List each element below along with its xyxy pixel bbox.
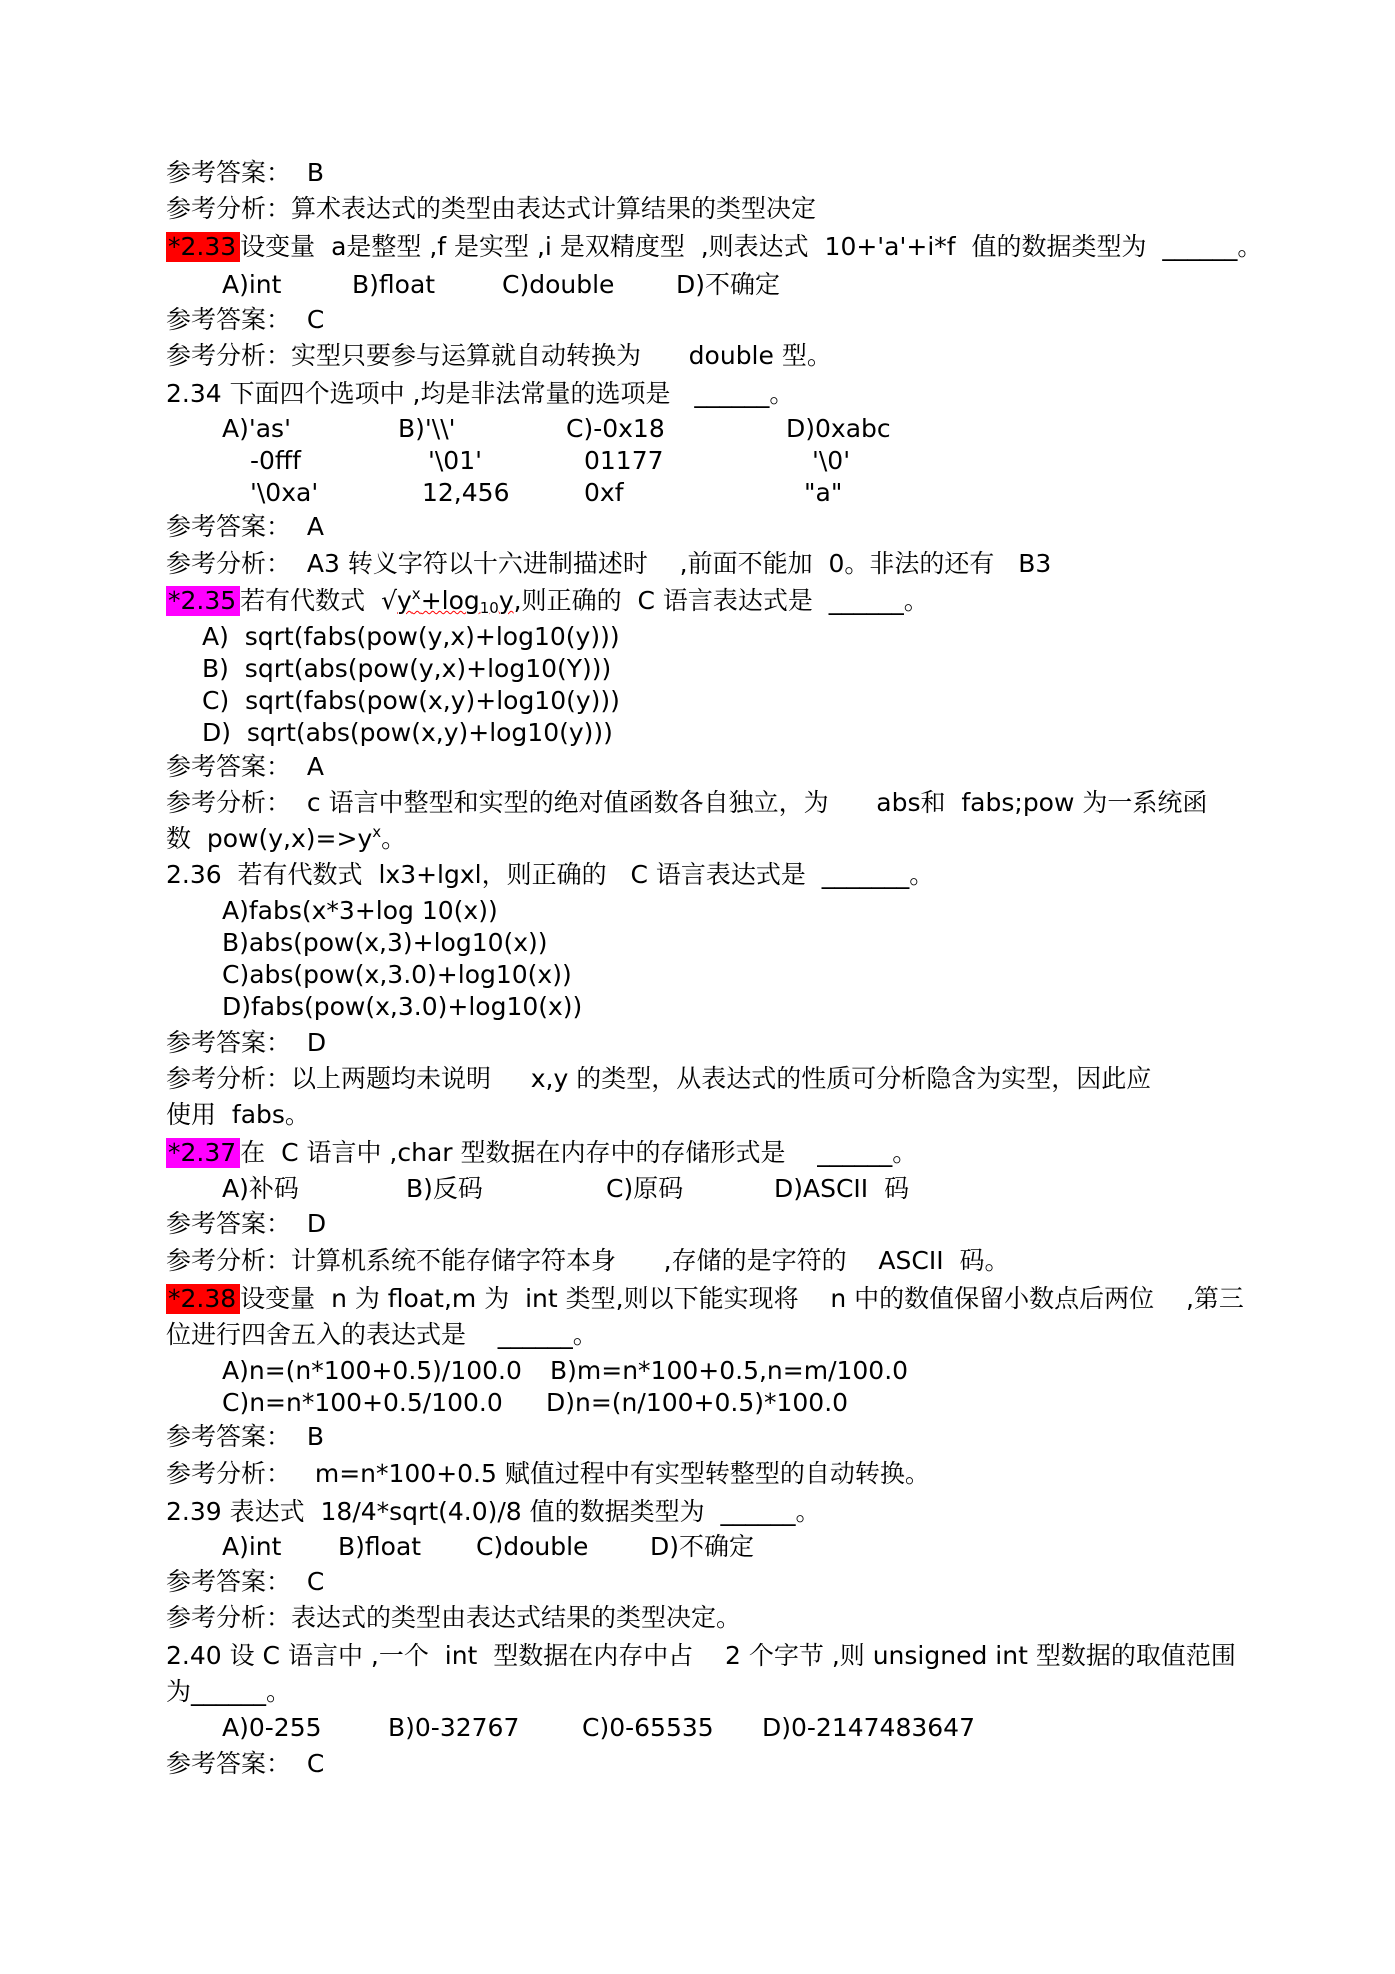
option-item: A)int <box>222 270 282 299</box>
option-item: D)ASCII 码 <box>774 1174 910 1203</box>
option-item: "a" <box>804 478 843 507</box>
line-text: 参考答案： C <box>166 1567 325 1596</box>
line-text: A) sqrt(fabs(pow(y,x)+log10(y))) <box>202 622 620 651</box>
option-item: C)-0x18 <box>566 414 665 443</box>
text-line <box>222 960 572 990</box>
text-line <box>166 1284 1244 1314</box>
formula-base: y <box>397 586 412 615</box>
line-text: 参考分析：以上两题均未说明 x,y 的类型，从表达式的性质可分析隐含为实型，因此应 <box>166 1064 1152 1093</box>
line-text: 参考分析：算术表达式的类型由表达式计算结果的类型决定 <box>166 194 817 223</box>
text-line <box>166 1209 326 1239</box>
text-line <box>166 1422 324 1452</box>
formula-log: +log <box>420 586 480 615</box>
text-line <box>166 1028 326 1058</box>
option-item: '\0' <box>812 446 851 475</box>
text-line <box>166 158 324 188</box>
text-line <box>166 586 929 616</box>
text-line <box>166 232 1262 262</box>
line-text: 参考分析： c 语言中整型和实型的绝对值函数各自独立，为 abs和 fabs;pow 为一系统函 <box>166 788 1208 817</box>
option-item: A)0-255 <box>222 1713 322 1742</box>
line-text: 参考分析：表达式的类型由表达式结果的类型决定。 <box>166 1603 742 1632</box>
text-line <box>166 341 832 371</box>
option-item: 12,456 <box>422 478 510 507</box>
text-line <box>202 718 613 748</box>
text-line <box>166 1246 1009 1276</box>
option-item: C)原码 <box>606 1174 684 1203</box>
text-line <box>166 549 1051 579</box>
line-text: C)abs(pow(x,3.0)+log10(x)) <box>222 960 572 989</box>
option-item: C)0-65535 <box>582 1713 714 1742</box>
option-item: A)int <box>222 1532 282 1561</box>
line-text: 参考答案： D <box>166 1028 327 1057</box>
line-text: 为______。 <box>166 1677 292 1706</box>
text-line <box>166 1641 1236 1671</box>
line-text: 2.36 若有代数式 lx3+lgxl，则正确的 C 语言表达式是 _______。 <box>166 860 935 889</box>
option-item: B)m=n*100+0.5,n=m/100.0 <box>550 1356 909 1385</box>
text-line <box>166 1677 291 1707</box>
text-line <box>166 305 324 335</box>
formula-subscript: 10 <box>479 599 499 617</box>
line-text: 2.39 表达式 18/4*sqrt(4.0)/8 值的数据类型为 ______。 <box>166 1497 821 1526</box>
line-text: 参考答案： A <box>166 512 324 541</box>
formula-exponent: x <box>411 585 421 603</box>
option-item: C)n=n*100+0.5/100.0 <box>222 1388 503 1417</box>
line-text: D)fabs(pow(x,3.0)+log10(x)) <box>222 992 583 1021</box>
text-line <box>202 686 620 716</box>
line-text: D) sqrt(abs(pow(x,y)+log10(y))) <box>202 718 613 747</box>
option-item: '\0xa' <box>250 478 319 507</box>
option-item: D)不确定 <box>650 1532 755 1561</box>
line-text: C) sqrt(fabs(pow(x,y)+log10(y))) <box>202 686 620 715</box>
option-item: C)double <box>502 270 615 299</box>
text-line <box>166 1064 1151 1094</box>
option-item: C)double <box>476 1532 589 1561</box>
question-number-highlight: *2.35 <box>166 586 240 616</box>
option-item: B)float <box>352 270 436 299</box>
line-text: 参考分析：实型只要参与运算就自动转换为 double 型。 <box>166 341 832 370</box>
line-text: B)abs(pow(x,3)+log10(x)) <box>222 928 548 957</box>
option-item: A)n=(n*100+0.5)/100.0 <box>222 1356 522 1385</box>
text-line <box>166 1749 324 1779</box>
analysis-text: 数 pow(y,x)=>y <box>166 824 373 853</box>
line-text: 2.34 下面四个选项中 ,均是非法常量的选项是 ______。 <box>166 379 795 408</box>
question-number-highlight: *2.37 <box>166 1138 240 1168</box>
line-text: 参考答案： B <box>166 1422 325 1451</box>
text-line <box>166 1567 324 1597</box>
option-item: B)反码 <box>406 1174 483 1203</box>
line-text: 在 C 语言中 ,char 型数据在内存中的存储形式是 ______。 <box>240 1138 918 1167</box>
option-item: '\01' <box>428 446 482 475</box>
text-line <box>166 860 934 890</box>
line-text: 设变量 a是整型 ,f 是实型 ,i 是双精度型 ,则表达式 10+'a'+i*f 值的数据类型为 ______。 <box>240 232 1263 261</box>
line-text: 参考分析： A3 转义字符以十六进制描述时 ,前面不能加 0。非法的还有 B3 <box>166 549 1052 578</box>
line-text: 设变量 n 为 float,m 为 int 类型,则以下能实现将 n 中的数值保留小数点后两位 ,第三 <box>240 1284 1244 1313</box>
line-text: 参考答案： B <box>166 158 325 187</box>
text-line <box>202 622 620 652</box>
text-line <box>166 379 794 409</box>
line-text: B) sqrt(abs(pow(y,x)+log10(Y))) <box>202 654 612 683</box>
question-text: 若有代数式 √ <box>240 586 397 615</box>
exponent: x <box>372 823 382 841</box>
line-text: 参考答案： C <box>166 1749 325 1778</box>
option-item: D)n=(n/100+0.5)*100.0 <box>546 1388 849 1417</box>
text-line <box>166 1459 930 1489</box>
formula <box>397 586 514 615</box>
line-text: 使用 fabs。 <box>166 1100 310 1129</box>
text-line <box>166 1100 310 1130</box>
line-text: 参考分析：计算机系统不能存储字符本身 ,存储的是字符的 ASCII 码。 <box>166 1246 1010 1275</box>
option-item: A)'as' <box>222 414 291 443</box>
option-item: B)float <box>338 1532 422 1561</box>
line-text: 位进行四舍五入的表达式是 ______。 <box>166 1320 598 1349</box>
line-text: 2.40 设 C 语言中 ,一个 int 型数据在内存中占 2 个字节 ,则 unsigned int 型数据的取值范围 <box>166 1641 1236 1670</box>
line-text: A)fabs(x*3+log 10(x)) <box>222 896 498 925</box>
option-item: 01177 <box>584 446 664 475</box>
text-line <box>166 512 324 542</box>
option-item: 0xf <box>584 478 624 507</box>
line-text: 参考答案： A <box>166 752 324 781</box>
text-line <box>202 654 611 684</box>
text-line <box>166 824 406 854</box>
line-text: 参考分析： m=n*100+0.5 赋值过程中有实型转整型的自动转换。 <box>166 1459 930 1488</box>
line-text: 参考答案： D <box>166 1209 327 1238</box>
formula-end: y <box>498 586 514 615</box>
option-item: B)'\\' <box>398 414 456 443</box>
text-line <box>166 1138 917 1168</box>
option-item: B)0-32767 <box>388 1713 520 1742</box>
option-item: D)不确定 <box>676 270 781 299</box>
text-line <box>166 788 1207 818</box>
text-line <box>222 896 498 926</box>
line-text: 参考答案： C <box>166 305 325 334</box>
text-line <box>222 928 548 958</box>
text-line <box>166 1603 741 1633</box>
option-item: -0fff <box>250 446 301 475</box>
text-line <box>166 1497 821 1527</box>
question-number-highlight: *2.33 <box>166 232 240 262</box>
text-line <box>166 194 816 224</box>
analysis-text: 。 <box>381 824 407 853</box>
option-item: D)0xabc <box>786 414 891 443</box>
question-text: ,则正确的 C 语言表达式是 ______。 <box>513 586 929 615</box>
option-item: A)补码 <box>222 1174 299 1203</box>
text-line <box>166 1320 598 1350</box>
text-line <box>222 992 582 1022</box>
question-number-highlight: *2.38 <box>166 1284 240 1314</box>
text-line <box>166 752 324 782</box>
option-item: D)0-2147483647 <box>762 1713 975 1742</box>
